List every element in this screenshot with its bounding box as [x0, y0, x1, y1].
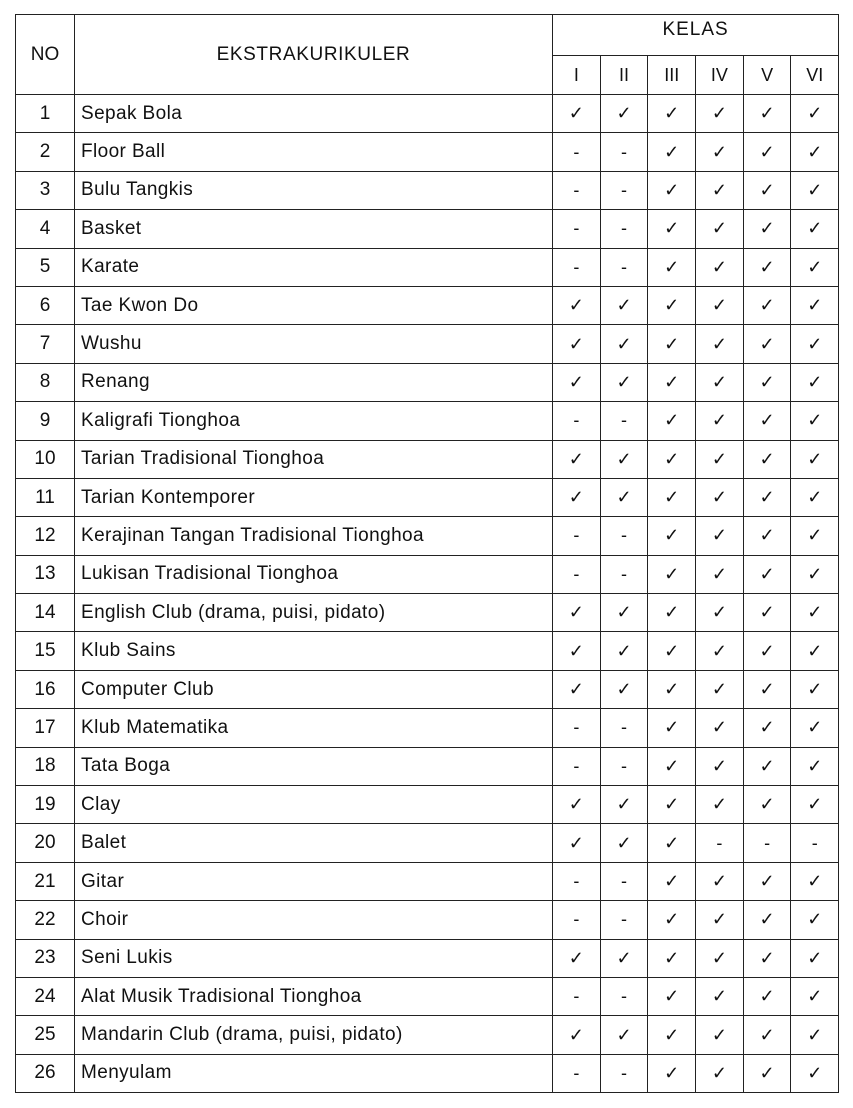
row-number: 4 [16, 210, 75, 248]
table-row [16, 670, 839, 708]
check-mark: ✓ [696, 939, 744, 977]
check-mark: ✓ [791, 363, 839, 401]
check-mark: ✓ [743, 133, 791, 171]
check-mark: ✓ [600, 286, 648, 324]
check-mark: ✓ [648, 1016, 696, 1054]
check-mark: ✓ [696, 210, 744, 248]
row-number: 6 [16, 286, 75, 324]
row-number: 21 [16, 862, 75, 900]
dash-mark: - [553, 862, 601, 900]
check-mark: ✓ [553, 95, 601, 133]
check-mark: ✓ [648, 862, 696, 900]
check-mark: ✓ [791, 939, 839, 977]
table-row [16, 862, 839, 900]
check-mark: ✓ [648, 939, 696, 977]
activity-name: Alat Musik Tradisional Tionghoa [75, 977, 553, 1015]
check-mark: ✓ [791, 286, 839, 324]
dash-mark: - [553, 977, 601, 1015]
activity-name: Tata Boga [75, 747, 553, 785]
check-mark: ✓ [648, 363, 696, 401]
row-number: 20 [16, 824, 75, 862]
row-number: 11 [16, 478, 75, 516]
check-mark: ✓ [600, 440, 648, 478]
check-mark: ✓ [696, 363, 744, 401]
check-mark: ✓ [743, 632, 791, 670]
row-number: 15 [16, 632, 75, 670]
check-mark: ✓ [743, 210, 791, 248]
row-number: 26 [16, 1054, 75, 1092]
table-row [16, 210, 839, 248]
table-row [16, 171, 839, 209]
activity-name: Kerajinan Tangan Tradisional Tionghoa [75, 517, 553, 555]
table-row [16, 939, 839, 977]
check-mark: ✓ [600, 939, 648, 977]
check-mark: ✓ [648, 977, 696, 1015]
row-number: 2 [16, 133, 75, 171]
table-row [16, 478, 839, 516]
check-mark: ✓ [791, 709, 839, 747]
check-mark: ✓ [743, 862, 791, 900]
check-mark: ✓ [553, 632, 601, 670]
check-mark: ✓ [791, 1054, 839, 1092]
check-mark: ✓ [743, 594, 791, 632]
check-mark: ✓ [791, 632, 839, 670]
activity-name: Kaligrafi Tionghoa [75, 402, 553, 440]
check-mark: ✓ [696, 517, 744, 555]
check-mark: ✓ [553, 286, 601, 324]
activity-name: Floor Ball [75, 133, 553, 171]
table-row [16, 786, 839, 824]
check-mark: ✓ [791, 862, 839, 900]
check-mark: ✓ [648, 824, 696, 862]
check-mark: ✓ [648, 747, 696, 785]
check-mark: ✓ [743, 939, 791, 977]
check-mark: ✓ [791, 786, 839, 824]
check-mark: ✓ [696, 555, 744, 593]
check-mark: ✓ [696, 95, 744, 133]
check-mark: ✓ [791, 440, 839, 478]
check-mark: ✓ [553, 440, 601, 478]
table-row [16, 1016, 839, 1054]
check-mark: ✓ [600, 95, 648, 133]
check-mark: ✓ [791, 210, 839, 248]
check-mark: ✓ [648, 286, 696, 324]
check-mark: ✓ [791, 171, 839, 209]
check-mark: ✓ [791, 555, 839, 593]
check-mark: ✓ [743, 709, 791, 747]
table-row [16, 901, 839, 939]
dash-mark: - [553, 709, 601, 747]
table-row [16, 325, 839, 363]
dash-mark: - [600, 709, 648, 747]
check-mark: ✓ [553, 670, 601, 708]
activity-name: Renang [75, 363, 553, 401]
check-mark: ✓ [600, 594, 648, 632]
check-mark: ✓ [600, 786, 648, 824]
dash-mark: - [553, 1054, 601, 1092]
check-mark: ✓ [696, 670, 744, 708]
row-number: 1 [16, 95, 75, 133]
check-mark: ✓ [648, 440, 696, 478]
activity-name: Balet [75, 824, 553, 862]
table-row [16, 632, 839, 670]
check-mark: ✓ [696, 248, 744, 286]
check-mark: ✓ [553, 824, 601, 862]
activity-name: Computer Club [75, 670, 553, 708]
table-row [16, 555, 839, 593]
header-kelas: KELAS [553, 15, 839, 56]
activity-name: Choir [75, 901, 553, 939]
check-mark: ✓ [648, 594, 696, 632]
activity-name: English Club (drama, puisi, pidato) [75, 594, 553, 632]
check-mark: ✓ [600, 478, 648, 516]
row-number: 8 [16, 363, 75, 401]
table-row [16, 594, 839, 632]
check-mark: ✓ [743, 402, 791, 440]
check-mark: ✓ [743, 95, 791, 133]
dash-mark: - [600, 747, 648, 785]
dash-mark: - [600, 133, 648, 171]
dash-mark: - [600, 210, 648, 248]
activity-name: Lukisan Tradisional Tionghoa [75, 555, 553, 593]
check-mark: ✓ [791, 1016, 839, 1054]
check-mark: ✓ [791, 325, 839, 363]
check-mark: ✓ [648, 709, 696, 747]
check-mark: ✓ [743, 1054, 791, 1092]
table-header [16, 15, 839, 95]
row-number: 19 [16, 786, 75, 824]
dash-mark: - [553, 517, 601, 555]
activity-name: Bulu Tangkis [75, 171, 553, 209]
check-mark: ✓ [648, 325, 696, 363]
check-mark: ✓ [791, 594, 839, 632]
check-mark: ✓ [600, 363, 648, 401]
row-number: 23 [16, 939, 75, 977]
dash-mark: - [553, 402, 601, 440]
row-number: 18 [16, 747, 75, 785]
check-mark: ✓ [648, 171, 696, 209]
check-mark: ✓ [743, 1016, 791, 1054]
check-mark: ✓ [743, 171, 791, 209]
row-number: 7 [16, 325, 75, 363]
check-mark: ✓ [743, 363, 791, 401]
row-number: 17 [16, 709, 75, 747]
header-class-iii: III [648, 56, 696, 95]
table-row [16, 95, 839, 133]
activity-name: Wushu [75, 325, 553, 363]
header-class-iv: IV [696, 56, 744, 95]
header-class-v: V [743, 56, 791, 95]
check-mark: ✓ [743, 286, 791, 324]
check-mark: ✓ [743, 901, 791, 939]
check-mark: ✓ [696, 478, 744, 516]
table-row [16, 286, 839, 324]
row-number: 24 [16, 977, 75, 1015]
table-body [16, 95, 839, 1093]
check-mark: ✓ [553, 594, 601, 632]
dash-mark: - [791, 824, 839, 862]
check-mark: ✓ [696, 1054, 744, 1092]
dash-mark: - [553, 248, 601, 286]
check-mark: ✓ [648, 786, 696, 824]
check-mark: ✓ [553, 363, 601, 401]
activity-name: Menyulam [75, 1054, 553, 1092]
activity-name: Klub Sains [75, 632, 553, 670]
dash-mark: - [553, 133, 601, 171]
check-mark: ✓ [791, 402, 839, 440]
header-class-i: I [553, 56, 601, 95]
check-mark: ✓ [791, 248, 839, 286]
row-number: 25 [16, 1016, 75, 1054]
check-mark: ✓ [743, 747, 791, 785]
activity-name: Tarian Tradisional Tionghoa [75, 440, 553, 478]
check-mark: ✓ [696, 133, 744, 171]
check-mark: ✓ [600, 824, 648, 862]
check-mark: ✓ [791, 747, 839, 785]
activity-name: Tarian Kontemporer [75, 478, 553, 516]
check-mark: ✓ [648, 402, 696, 440]
check-mark: ✓ [648, 517, 696, 555]
activity-name: Karate [75, 248, 553, 286]
dash-mark: - [600, 1054, 648, 1092]
row-number: 3 [16, 171, 75, 209]
check-mark: ✓ [743, 555, 791, 593]
table-row [16, 747, 839, 785]
check-mark: ✓ [648, 210, 696, 248]
dash-mark: - [600, 171, 648, 209]
check-mark: ✓ [696, 709, 744, 747]
row-number: 13 [16, 555, 75, 593]
check-mark: ✓ [743, 440, 791, 478]
dash-mark: - [553, 171, 601, 209]
dash-mark: - [743, 824, 791, 862]
check-mark: ✓ [696, 862, 744, 900]
table-row [16, 248, 839, 286]
table-row [16, 977, 839, 1015]
check-mark: ✓ [791, 517, 839, 555]
dash-mark: - [553, 901, 601, 939]
row-number: 5 [16, 248, 75, 286]
check-mark: ✓ [648, 670, 696, 708]
activity-name: Sepak Bola [75, 95, 553, 133]
table-row [16, 824, 839, 862]
row-number: 9 [16, 402, 75, 440]
check-mark: ✓ [696, 402, 744, 440]
dash-mark: - [553, 555, 601, 593]
dash-mark: - [553, 210, 601, 248]
check-mark: ✓ [553, 786, 601, 824]
table-row [16, 709, 839, 747]
row-number: 12 [16, 517, 75, 555]
check-mark: ✓ [696, 632, 744, 670]
header-no: NO [16, 15, 75, 95]
check-mark: ✓ [743, 786, 791, 824]
check-mark: ✓ [696, 1016, 744, 1054]
check-mark: ✓ [791, 133, 839, 171]
header-class-vi: VI [791, 56, 839, 95]
check-mark: ✓ [696, 901, 744, 939]
row-number: 16 [16, 670, 75, 708]
check-mark: ✓ [696, 747, 744, 785]
row-number: 14 [16, 594, 75, 632]
activity-name: Seni Lukis [75, 939, 553, 977]
activity-name: Tae Kwon Do [75, 286, 553, 324]
check-mark: ✓ [553, 939, 601, 977]
row-number: 10 [16, 440, 75, 478]
activity-name: Mandarin Club (drama, puisi, pidato) [75, 1016, 553, 1054]
check-mark: ✓ [553, 325, 601, 363]
check-mark: ✓ [648, 248, 696, 286]
dash-mark: - [600, 901, 648, 939]
check-mark: ✓ [648, 901, 696, 939]
activity-name: Klub Matematika [75, 709, 553, 747]
table-row [16, 1054, 839, 1092]
check-mark: ✓ [696, 286, 744, 324]
check-mark: ✓ [600, 670, 648, 708]
check-mark: ✓ [648, 478, 696, 516]
check-mark: ✓ [648, 632, 696, 670]
activity-name: Gitar [75, 862, 553, 900]
check-mark: ✓ [743, 977, 791, 1015]
table-row [16, 440, 839, 478]
check-mark: ✓ [600, 632, 648, 670]
check-mark: ✓ [696, 171, 744, 209]
check-mark: ✓ [743, 248, 791, 286]
table-row [16, 517, 839, 555]
check-mark: ✓ [743, 517, 791, 555]
table-row [16, 133, 839, 171]
check-mark: ✓ [648, 133, 696, 171]
table-row [16, 402, 839, 440]
dash-mark: - [600, 977, 648, 1015]
activity-name: Basket [75, 210, 553, 248]
check-mark: ✓ [743, 478, 791, 516]
activity-name: Clay [75, 786, 553, 824]
dash-mark: - [600, 862, 648, 900]
check-mark: ✓ [791, 670, 839, 708]
check-mark: ✓ [600, 325, 648, 363]
dash-mark: - [600, 248, 648, 286]
check-mark: ✓ [696, 786, 744, 824]
check-mark: ✓ [648, 1054, 696, 1092]
check-mark: ✓ [791, 478, 839, 516]
dash-mark: - [696, 824, 744, 862]
dash-mark: - [553, 747, 601, 785]
row-number: 22 [16, 901, 75, 939]
check-mark: ✓ [743, 670, 791, 708]
check-mark: ✓ [553, 478, 601, 516]
check-mark: ✓ [648, 95, 696, 133]
check-mark: ✓ [696, 325, 744, 363]
dash-mark: - [600, 402, 648, 440]
check-mark: ✓ [648, 555, 696, 593]
check-mark: ✓ [553, 1016, 601, 1054]
check-mark: ✓ [791, 95, 839, 133]
check-mark: ✓ [743, 325, 791, 363]
header-class-ii: II [600, 56, 648, 95]
table-row [16, 363, 839, 401]
header-activity: EKSTRAKURIKULER [75, 15, 553, 95]
extracurricular-table [15, 14, 839, 1093]
check-mark: ✓ [600, 1016, 648, 1054]
check-mark: ✓ [696, 440, 744, 478]
dash-mark: - [600, 555, 648, 593]
check-mark: ✓ [696, 594, 744, 632]
check-mark: ✓ [791, 977, 839, 1015]
check-mark: ✓ [791, 901, 839, 939]
check-mark: ✓ [696, 977, 744, 1015]
dash-mark: - [600, 517, 648, 555]
